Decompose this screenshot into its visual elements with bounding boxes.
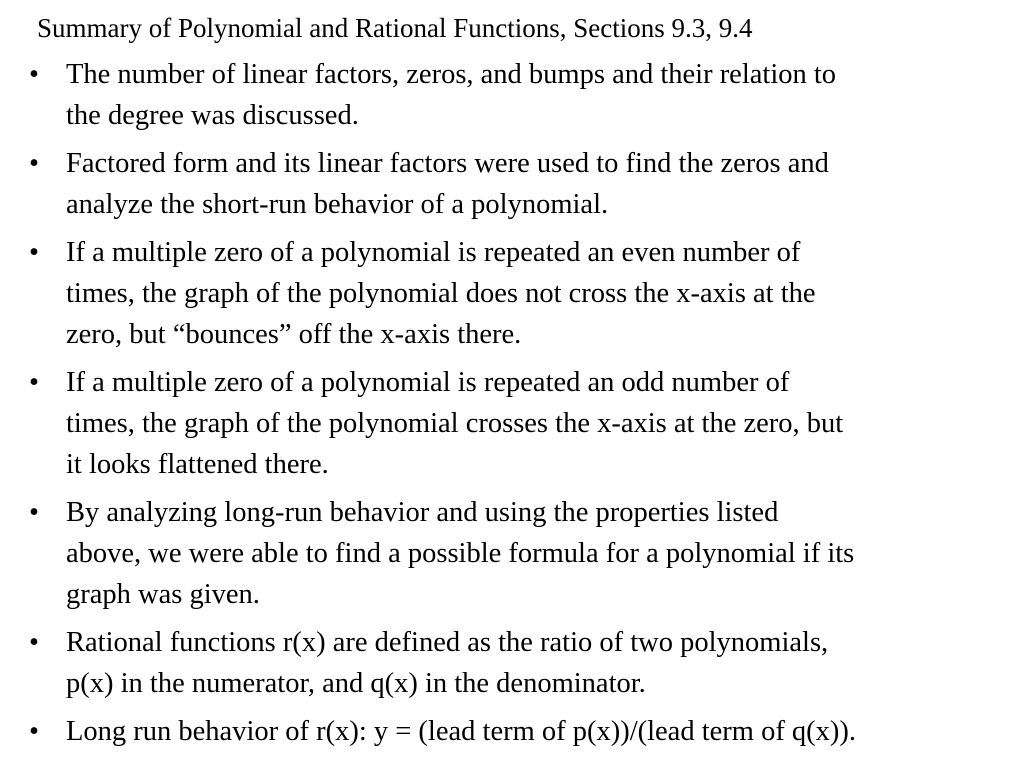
bullet-marker: • <box>29 367 39 398</box>
slide-title: Summary of Polynomial and Rational Functions, Sections 9.3, 9.4 <box>37 13 753 43</box>
bullet-item <box>0 362 1024 485</box>
bullet-item <box>0 232 1024 355</box>
bullet-line: Rational functions r(x) are defined as the ratio of two polynomials, <box>66 627 829 658</box>
bullet-line: p(x) in the numerator, and q(x) in the denominator. <box>66 668 646 699</box>
bullet-marker: • <box>29 59 39 90</box>
bullet-line: Factored form and its linear factors were used to find the zeros and <box>66 148 829 179</box>
bullet-line: If a multiple zero of a polynomial is repeated an odd number of <box>66 367 790 398</box>
bullet-line: times, the graph of the polynomial does not cross the x-axis at the <box>66 278 816 309</box>
bullet-marker: • <box>29 627 39 658</box>
bullet-line: above, we were able to find a possible formula for a polynomial if its <box>66 538 855 569</box>
bullet-line: The number of linear factors, zeros, and bumps and their relation to <box>66 59 837 90</box>
bullet-marker: • <box>29 716 39 747</box>
bullet-line: Long run behavior of r(x): y = (lead term of p(x))/(lead term of q(x)). <box>66 716 857 747</box>
bullet-line: times, the graph of the polynomial crosses the x-axis at the zero, but <box>66 408 844 439</box>
bullet-marker: • <box>29 237 39 268</box>
bullet-item <box>0 492 1024 615</box>
bullet-marker: • <box>29 148 39 179</box>
bullet-line: the degree was discussed. <box>66 100 359 131</box>
bullet-line: If a multiple zero of a polynomial is repeated an even number of <box>66 237 801 268</box>
bullet-item <box>0 622 1024 704</box>
bullet-list <box>0 54 1024 759</box>
bullet-item <box>0 54 1024 136</box>
bullet-line: zero, but “bounces” off the x-axis there. <box>66 319 522 350</box>
bullet-marker: • <box>29 497 39 528</box>
bullet-item <box>0 143 1024 225</box>
bullet-item <box>0 711 1024 752</box>
bullet-line: graph was given. <box>66 579 260 610</box>
bullet-line: it looks flattened there. <box>66 449 329 480</box>
bullet-line: By analyzing long-run behavior and using the properties listed <box>66 497 779 528</box>
bullet-line: analyze the short-run behavior of a polynomial. <box>66 189 609 220</box>
